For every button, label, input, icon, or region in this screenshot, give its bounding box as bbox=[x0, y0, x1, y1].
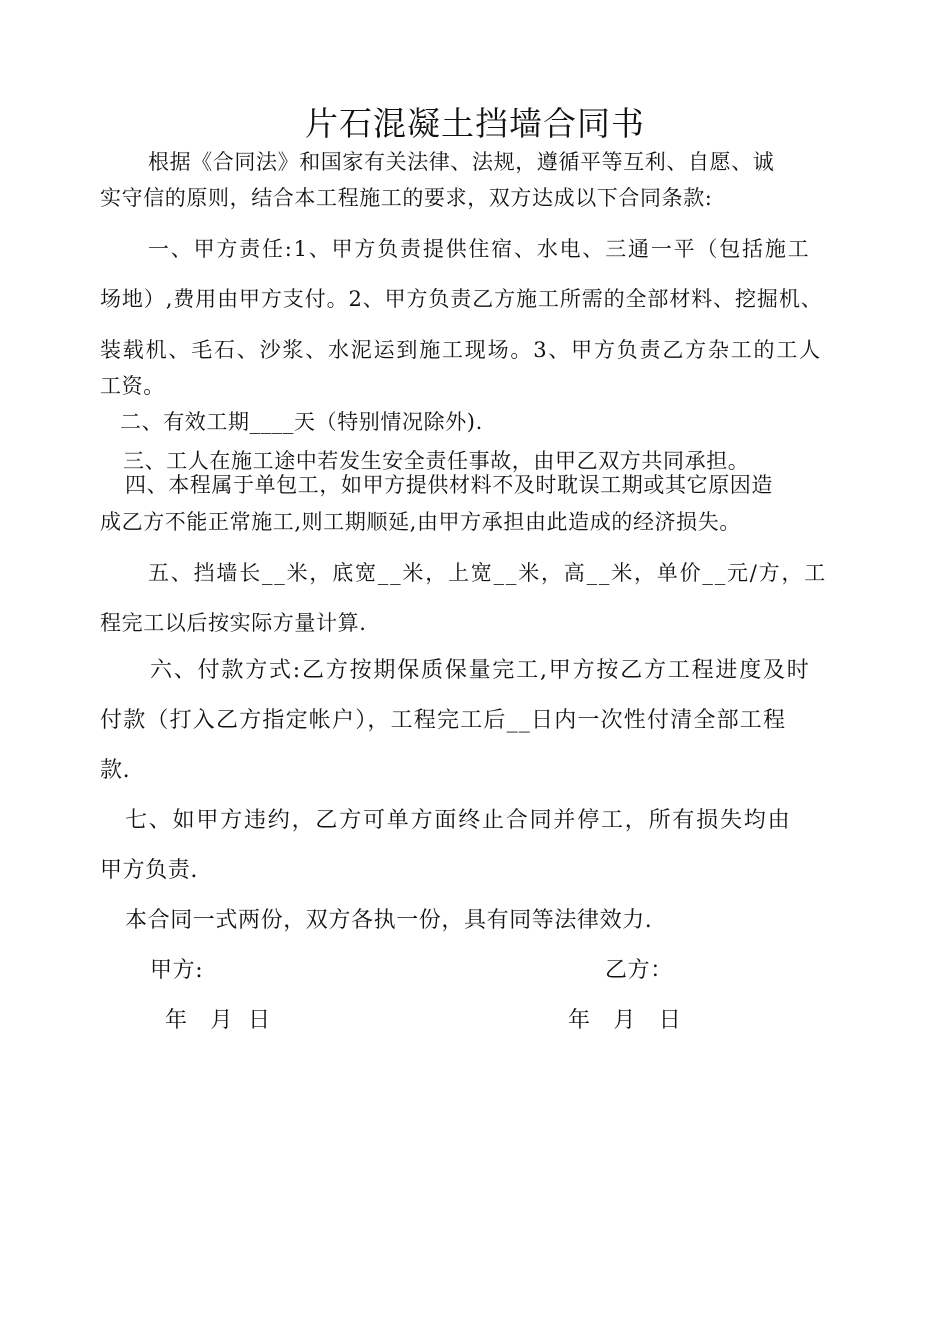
clause-1-line-3: 装载机、毛石、沙浆、水泥运到施工现场。3、甲方负责乙方杂工的工人 bbox=[100, 338, 822, 362]
party-b-label: 乙方： bbox=[605, 958, 673, 983]
clause-5-line-1: 五、挡墙长__米，底宽__米，上宽__米，高__米，单价__元/方，工 bbox=[148, 561, 828, 585]
preamble-line-1: 根据《合同法》和国家有关法律、法规，遵循平等互利、自愿、诚 bbox=[148, 150, 775, 174]
clause-7-line-1: 七、如甲方违约，乙方可单方面终止合同并停工，所有损失均由 bbox=[125, 808, 792, 833]
clause-1-line-1: 一、甲方责任:1、甲方负责提供住宿、水电、三通一平（包括施工 bbox=[148, 237, 811, 261]
clause-6-line-2: 付款（打入乙方指定帐户），工程完工后__日内一次性付清全部工程 bbox=[100, 708, 787, 733]
clause-2: 二、有效工期____天（特别情况除外). bbox=[120, 410, 483, 434]
party-b-date: 年 月 日 bbox=[568, 1008, 682, 1033]
clause-3: 三、工人在施工途中若发生安全责任事故，由甲乙双方共同承担。 bbox=[123, 449, 750, 473]
clause-6-line-3: 款. bbox=[100, 758, 131, 783]
clause-4-line-2: 成乙方不能正常施工,则工期顺延,由甲方承担由此造成的经济损失。 bbox=[100, 510, 741, 534]
party-a-label: 甲方: bbox=[150, 958, 204, 983]
preamble-line-2: 实守信的原则，结合本工程施工的要求，双方达成以下合同条款: bbox=[100, 186, 713, 210]
clause-6-line-1: 六、付款方式:乙方按期保质保量完工,甲方按乙方工程进度及时 bbox=[150, 658, 811, 683]
closing-statement: 本合同一式两份，双方各执一份，具有同等法律效力. bbox=[125, 908, 653, 933]
document-title: 片石混凝土挡墙合同书 bbox=[305, 104, 645, 143]
clause-4-line-1: 四、本程属于单包工，如甲方提供材料不及时耽误工期或其它原因造 bbox=[125, 473, 773, 497]
clause-1-line-4: 工资。 bbox=[100, 374, 165, 398]
party-a-date: 年 月 日 bbox=[165, 1008, 271, 1033]
clause-5-line-2: 程完工以后按实际方量计算. bbox=[100, 611, 367, 635]
clause-7-line-2: 甲方负责. bbox=[100, 858, 198, 883]
clause-1-line-2: 场地）,费用由甲方支付。2、甲方负责乙方施工所需的全部材料、挖掘机、 bbox=[100, 287, 823, 311]
